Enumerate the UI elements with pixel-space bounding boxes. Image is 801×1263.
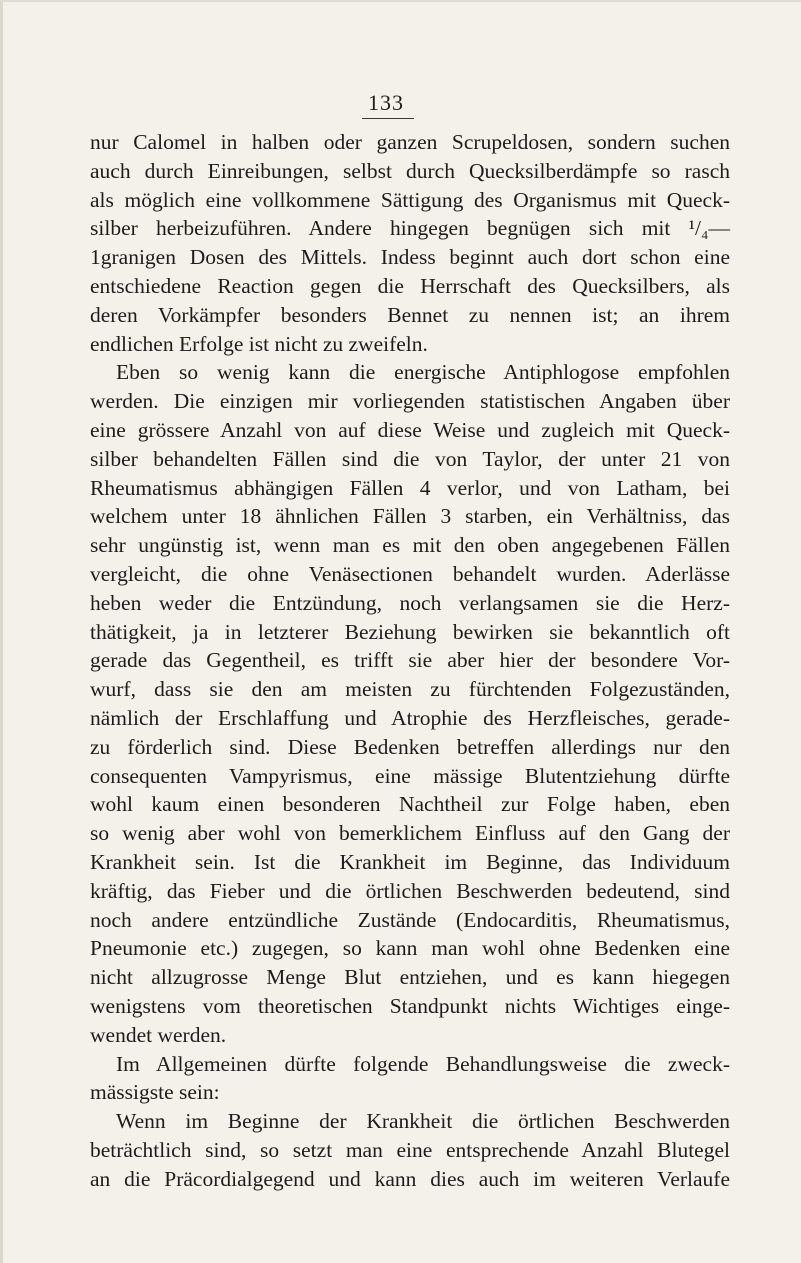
text-line: entschiedene Reaction gegen die Herrschaft des Quecksilbers, als (90, 273, 730, 298)
text-line: thätigkeit, ja in letzterer Beziehung bewirken sie bekanntlich oft (90, 619, 730, 644)
text-line: Eben so wenig kann die energische Antiphlogose empfohlen (116, 360, 730, 385)
text-line: Im Allgemeinen dürfte folgende Behandlungsweise die zweck- (116, 1051, 730, 1076)
text-line: gerade das Gegentheil, es trifft sie aber hier der besondere Vor- (90, 648, 730, 673)
text-line: silber herbeizuführen. Andere hingegen begnügen sich mit ¹/₄— (90, 216, 730, 241)
text-line: nicht allzugrosse Menge Blut entziehen, und es kann hiegegen (90, 965, 730, 990)
paragraph-2 (90, 358, 730, 1049)
text-line: nur Calomel in halben oder ganzen Scrupeldosen, sondern suchen (90, 130, 730, 154)
text-line: welchem unter 18 ähnlichen Fällen 3 starben, ein Verhältniss, das (90, 504, 730, 529)
text-line: mässigste sein: (90, 1080, 220, 1105)
text-line: auch durch Einreibungen, selbst durch Quecksilberdämpfe so rasch (90, 158, 730, 183)
text-line: zu förderlich sind. Diese Bedenken betreffen allerdings nur den (90, 734, 730, 759)
text-line: 1granigen Dosen des Mittels. Indess beginnt auch dort schon eine (90, 245, 730, 270)
paragraph-3 (90, 1050, 730, 1108)
text-line: wendet werden. (90, 1022, 227, 1047)
text-line: beträchtlich sind, so setzt man eine entsprechende Anzahl Blutegel (90, 1137, 730, 1162)
text-line: sehr ungünstig ist, wenn man es mit den oben angegebenen Fällen (90, 533, 730, 558)
text-line: deren Vorkämpfer besonders Bennet zu nennen ist; an ihrem (90, 302, 730, 327)
text-line: heben weder die Entzündung, noch verlangsamen sie die Herz- (90, 590, 730, 615)
text-line: Rheumatismus abhängigen Fällen 4 verlor, und von Latham, bei (90, 475, 730, 500)
text-line: wohl kaum einen besonderen Nachtheil zur Folge haben, eben (90, 792, 730, 817)
text-line: kräftig, das Fieber und die örtlichen Beschwerden bedeutend, sind (90, 878, 730, 903)
text-line: silber behandelten Fällen sind die von Taylor, der unter 21 von (90, 446, 730, 471)
text-line: Krankheit sein. Ist die Krankheit im Beginne, das Individuum (90, 849, 730, 874)
text-line: nämlich der Erschlaffung und Atrophie des Herzfleisches, gerade- (90, 705, 730, 730)
text-line: wenigstens vom theoretischen Standpunkt nichts Wichtiges einge- (90, 993, 730, 1018)
text-line: werden. Die einzigen mir vorliegenden statistischen Angaben über (90, 389, 730, 414)
paragraph-1 (90, 128, 730, 358)
body-text (90, 128, 730, 1193)
text-line: noch andere entzündliche Zustände (Endocarditis, Rheumatismus, (90, 907, 730, 932)
text-line: Wenn im Beginne der Krankheit die örtlichen Beschwerden (116, 1109, 730, 1134)
text-line: vergleicht, die ohne Venäsectionen behandelt wurden. Aderlässe (90, 561, 730, 586)
page-left-edge (0, 0, 3, 1263)
text-line: consequenten Vampyrismus, eine mässige Blutentziehung dürfte (90, 763, 730, 788)
text-line: Pneumonie etc.) zugegen, so kann man wohl ohne Bedenken eine (90, 936, 730, 961)
page-number-rule (362, 118, 414, 119)
text-line: eine grössere Anzahl von auf diese Weise und zugleich mit Queck- (90, 417, 730, 442)
text-line: wurf, dass sie den am meisten zu fürchtenden Folgezuständen, (90, 677, 730, 702)
text-line: so wenig aber wohl von bemerklichem Einfluss auf den Gang der (90, 821, 730, 846)
text-line: an die Präcordialgegend und kann dies auch im weiteren Verlaufe (90, 1166, 730, 1191)
text-line: endlichen Erfolge ist nicht zu zweifeln. (90, 331, 428, 356)
paragraph-4 (90, 1107, 730, 1193)
page-top-edge (0, 0, 801, 2)
text-line: als möglich eine vollkommene Sättigung des Organismus mit Queck- (90, 187, 730, 212)
page-number: 133 (368, 90, 404, 115)
